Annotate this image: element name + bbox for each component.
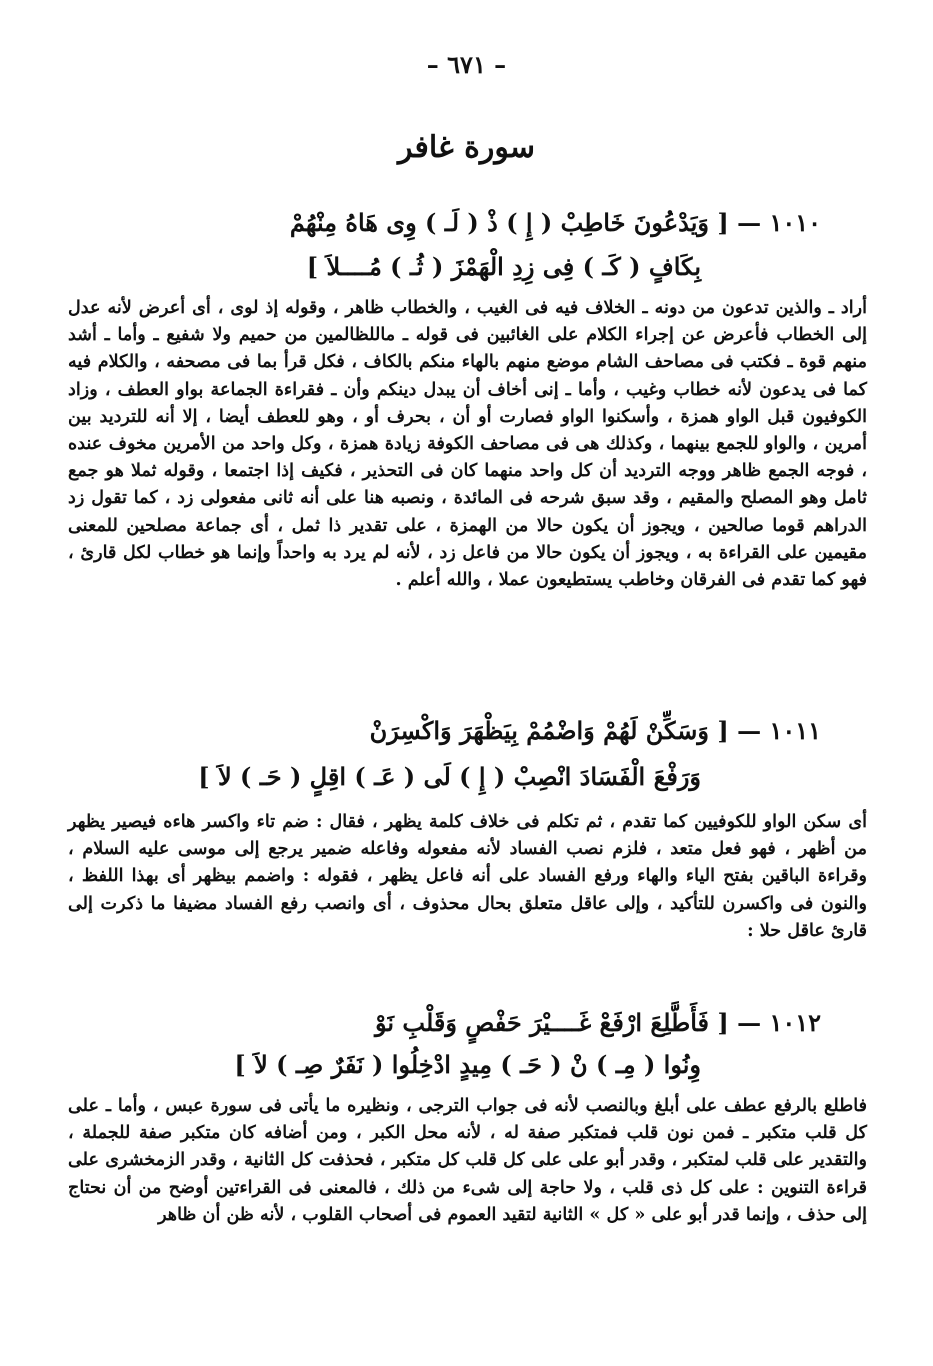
verse-1010-line-1: ١٠١٠ — [ وَيَدْعُونَ خَاطِبْ ( إِ ) ذْ ( لَـ ) وِى هَاهُ مِنْهُمْ xyxy=(289,208,821,237)
verse-1011-line-2: وَرَفْعَ الْفَسَادَ انْصِبْ ( إِ ) لَى ( عَـ ) اقِلٍ ( حَـ ) لاَ ] xyxy=(198,762,701,791)
commentary-1010 xyxy=(68,294,867,593)
commentary-1011-text: أى سكن الواو للكوفيين كما تقدم ، ثم تكلم فى خلاف كلمة يظهر ، فقال : ضم تاء واكسر هاءه فيصير يظهر من أظهر ، فهو فعل متعد ، فلزم نصب الفساد لأنه مفعوله وفاعله ضمير يرجع إلى موسى عليه السلام ، وقراءة الباقين بفتح الياء والهاء ورفع الفساد على أنه فاعل يظهر ، فقوله : واضمم بيظهر أى بهذا اللفظ ، والنون فى واكسرن للتأكيد ، وإلى عاقل متعلق بحال محذوف ، أى وانصب رفع الفساد مضيفا ما ذكرت إلى قارئ عاقل حلا : xyxy=(68,811,867,941)
verse-1012-line-2: وِنُوا ( مِـ ) نْ ( حَـ ) مِيدٍ ادْخِلُوا ( نَفَرٌ صِـ ) لاَ ] xyxy=(234,1050,701,1079)
commentary-1012-text: فاطلع بالرفع عطف على أبلغ وبالنصب لأنه فى جواب الترجى ، ونظيره ما يأتى فى سورة عبس ، وأما ـ على كل قلب متكبر ـ فمن نون قلب فمتكبر صفة له ، لأنه محل الكبر ، ومن أضافه كان متكبر صفة للجملة ، والتقدير على قلب لمتكبر ، وقدر أبو على على كل قلب كل متكبر ، فحذفت كل الثانية ، وقدر الزمخشرى على قراءة التنوين : على كل ذى قلب ، ولا حاجة إلى شىء من ذلك ، فالمعنى فى القراءتين أوضح من أن نحتاج إلى حذف ، وإنما قدر أبو على « كل » الثانية لتقيد العموم فى أصحاب القلوب ، لأنه ظن أن ظاهر xyxy=(68,1095,867,1225)
commentary-1011 xyxy=(68,808,867,944)
verse-1011-line-1: ١٠١١ — [ وَسَكِّنْ لَهُمْ وَاضْمُمْ بِيَظْهَرَ وَاكْسِرَنْ xyxy=(369,716,821,745)
page-number: – ٦٧١ – xyxy=(426,50,507,79)
commentary-1012 xyxy=(68,1092,867,1228)
commentary-1010-text: أراد ـ والذين تدعون من دونه ـ الخلاف فيه فى الغيب ، والخطاب ظاهر ، وقوله إذ لوى ، أى أعرض لأنه عدل إلى الخطاب فأعرض عن إجراء الكلام على الغائبين فى قوله ـ ماللظالمين من حميم ولا شفيع ـ وأما ـ أشد منهم قوة ـ فكتب فى مصاحف الشام موضع منهم بالهاء منكم بالكاف ، فكل قرأ بما فى مصحفه ، والكلام فيه كما فى يدعون لأنه خطاب وغيب ، وأما ـ إنى أخاف أن يبدل دينكم وأن ـ فقراءة الجماعة بواو العطف ، وزاد الكوفيون قبل الواو همزة ، وأسكنوا الواو فصارت أو أن ، بحرف أو ، وهو للعطف أيضا ، إلا أنه للترديد بين أمرين ، والواو للجمع بينهما ، وكذلك هى فى مصاحف الكوفة زيادة همزة ، وكل واحد من الأمرين مخوف عنده ، فوجه الجمع ظاهر ووجه الترديد أن كل واحد منهما كان فى التحذير ، فكيف إذا اجتمعا ، وقوله ثملا هو جمع ثامل وهو المصلح والمقيم ، وقد سبق شرحه فى المائدة ، ونصبه هنا على أنه ثانى مفعولى زد ، كما تقول زد الدراهم قوما صالحين ، ويجوز أن يكون حالا من الهمزة ، على تقدير ذا ثمل ، أى جماعة مصلحين للمعنى مقيمين على القراءة به ، ويجوز أن يكون حالا من فاعل زد ، لأنه لم يرد به واحداً وإنما هو خطاب لكل قارئ ، فهو كما تقدم فى الفرقان وخاطب يستطيعون عملا ، والله أعلم . xyxy=(68,297,867,591)
verse-1010-line-2: بِكَافٍ ( كَـ ) فِى زِدِ الْهَمْزَ ( ثُـ ) مُــــلاَ ] xyxy=(306,252,701,281)
verse-1012-line-1: ١٠١٢ — [ فَأَطَّلِعَ ارْفَعْ غَــــيْرَ حَفْصٍ وَقَلْبِ نَوْ xyxy=(374,1008,821,1037)
surah-title: سورة غافر xyxy=(397,130,535,165)
